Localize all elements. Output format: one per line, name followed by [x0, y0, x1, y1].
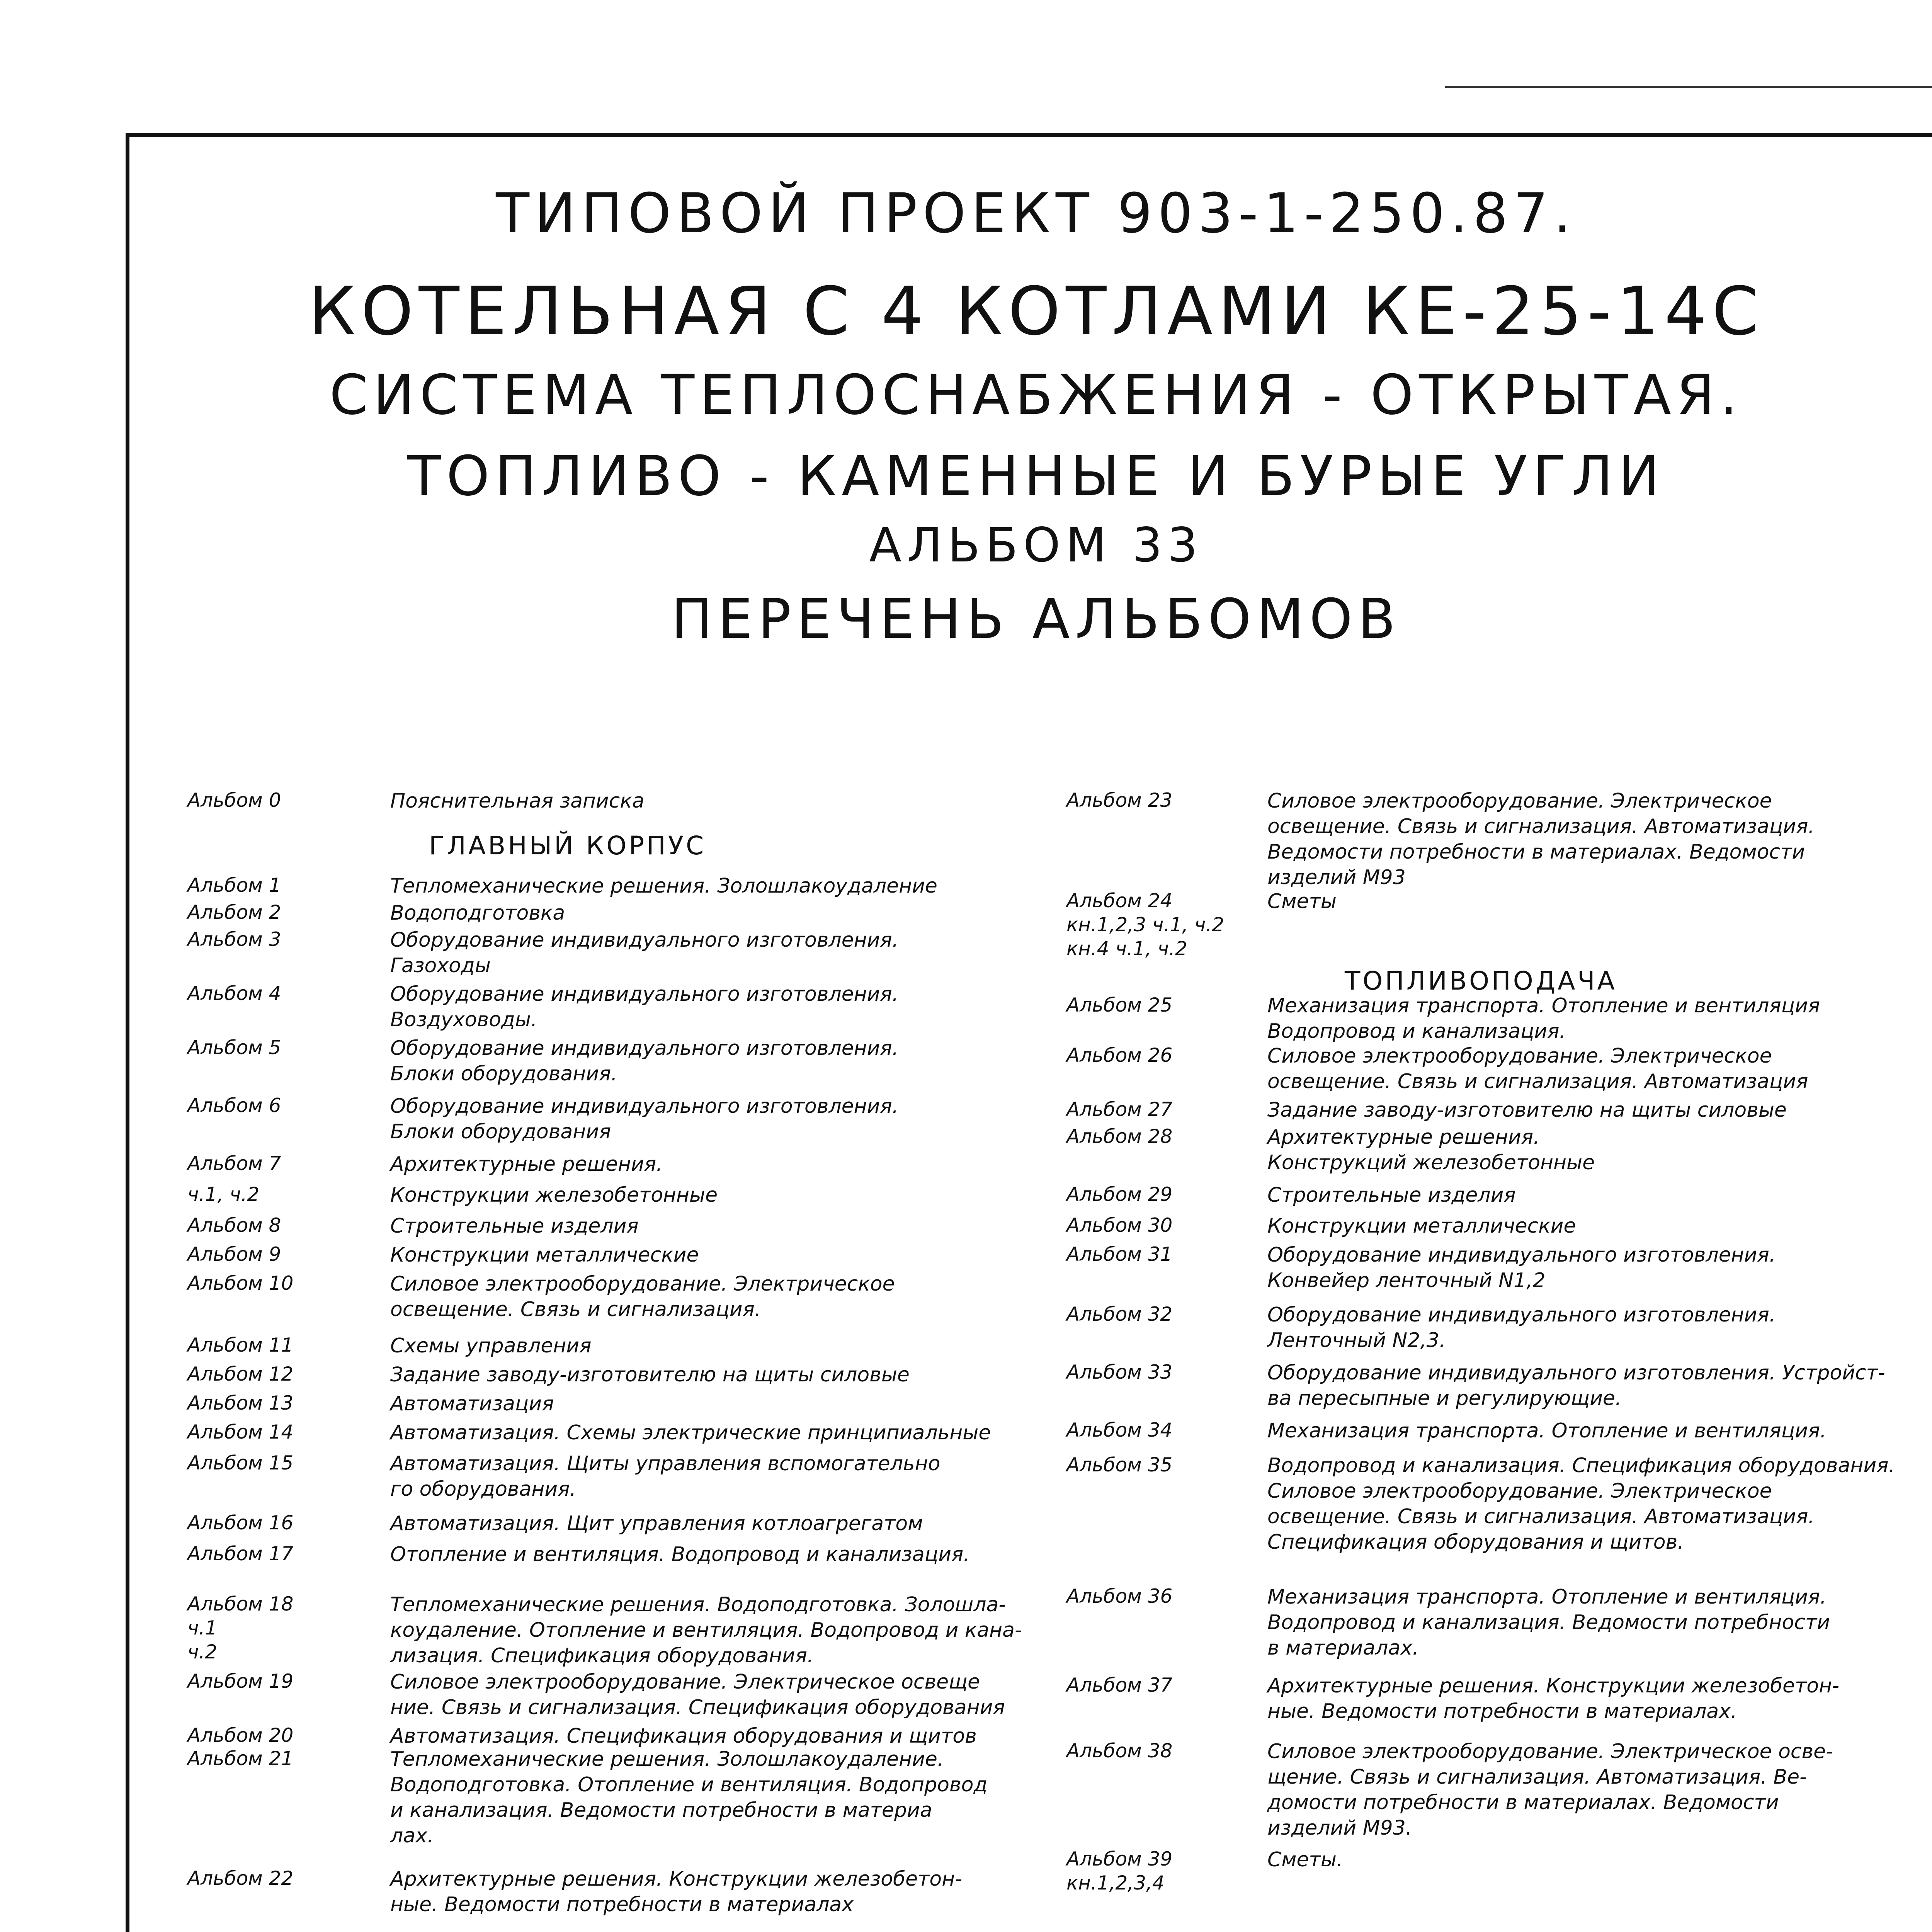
- album-description: Конструкции металлические: [1267, 1214, 1576, 1238]
- album-description: Оборудование индивидуального изготовления. Блоки оборудования.: [390, 1037, 899, 1085]
- album-description: Сметы: [1267, 890, 1337, 913]
- album-label: Альбом 0: [187, 789, 281, 811]
- album-label: Альбом 17: [187, 1543, 294, 1565]
- album-description: Оборудование индивидуального изготовления. Ленточный N2,3.: [1267, 1303, 1776, 1352]
- album-label: Альбом 19: [187, 1670, 294, 1692]
- album-label: Альбом 21: [187, 1747, 294, 1770]
- album-description: Оборудование индивидуального изготовления. Газоходы: [390, 929, 899, 977]
- album-description: Конструкции металлические: [390, 1243, 699, 1267]
- album-description: Водоподготовка: [390, 901, 565, 925]
- album-description: Силовое электрооборудование. Электрическое освещение. Связь и сигнализация.: [390, 1272, 895, 1321]
- album-description: Оборудование индивидуального изготовления. Устройст- ва пересыпные и регулирующие.: [1267, 1361, 1885, 1410]
- left-subheading: ГЛАВНЫЙ КОРПУС: [429, 831, 706, 861]
- album-description: Автоматизация. Спецификация оборудования и щитов: [390, 1725, 977, 1748]
- album-label: Альбом 13: [187, 1392, 294, 1414]
- album-label: ч.1, ч.2: [187, 1183, 260, 1206]
- album-label: Альбом 1: [187, 874, 281, 896]
- album-label: Альбом 34: [1066, 1419, 1173, 1441]
- album-label: Альбом 38: [1066, 1740, 1173, 1762]
- album-label: Альбом 23: [1066, 789, 1173, 811]
- album-description: Силовое электрооборудование. Электрическое освеще ние. Связь и сигнализация. Спецификация оборудования: [390, 1670, 1005, 1719]
- album-label: Альбом 24 кн.1,2,3 ч.1, ч.2 кн.4 ч.1, ч.2: [1066, 889, 1225, 960]
- album-description: Тепломеханические решения. Золошлакоудаление: [390, 874, 937, 898]
- album-description: Пояснительная записка: [390, 789, 645, 813]
- album-label: Альбом 15: [187, 1452, 294, 1474]
- album-description: Оборудование индивидуального изготовления. Воздуховоды.: [390, 983, 899, 1031]
- album-description: Схемы управления: [390, 1334, 592, 1357]
- album-label: Альбом 27: [1066, 1098, 1173, 1121]
- album-description: Строительные изделия: [390, 1214, 639, 1238]
- album-description: Архитектурные решения. Конструкций железобетонные: [1267, 1126, 1595, 1174]
- album-label: Альбом 28: [1066, 1125, 1173, 1148]
- album-label: Альбом 36: [1066, 1585, 1173, 1607]
- album-description: Архитектурные решения. Конструкции железобетон- ные. Ведомости потребности в материалах: [390, 1867, 962, 1916]
- album-label: Альбом 8: [187, 1214, 281, 1236]
- album-label: Альбом 14: [187, 1421, 294, 1443]
- album-description: Водопровод и канализация. Спецификация оборудования. Силовое электрооборудование. Электрическое освещение. Связь и сигнализация. Автоматизация. Спецификация оборудования и щитов.: [1267, 1454, 1895, 1554]
- album-description: Механизация транспорта. Отопление и вентиляция. Водопровод и канализация. Ведомости потребности в материалах.: [1267, 1585, 1830, 1660]
- album-label: Альбом 29: [1066, 1183, 1173, 1206]
- album-label: Альбом 10: [187, 1272, 294, 1294]
- title-list: ПЕРЕЧЕНЬ АЛЬБОМОВ: [671, 587, 1401, 651]
- album-description: Силовое электрооборудование. Электрическое освещение. Связь и сигнализация. Автоматизация: [1267, 1044, 1808, 1093]
- album-label: Альбом 33: [1066, 1361, 1173, 1383]
- album-description: Конструкции железобетонные: [390, 1184, 718, 1207]
- album-description: Тепломеханические решения. Золошлакоудаление. Водоподготовка. Отопление и вентиляция. Водопровод и канализация. Ведомости потребности в материа лах.: [390, 1748, 988, 1847]
- album-description: Архитектурные решения.: [390, 1153, 663, 1176]
- album-description: Строительные изделия: [1267, 1184, 1516, 1207]
- album-label: Альбом 6: [187, 1094, 281, 1117]
- title-fuel: ТОПЛИВО - КАМЕННЫЕ И БУРЫЕ УГЛИ: [407, 444, 1665, 508]
- album-label: Альбом 3: [187, 928, 281, 951]
- album-label: Альбом 26: [1066, 1044, 1173, 1066]
- album-description: Силовое электрооборудование. Электрическое осве- щение. Связь и сигнализация. Автоматизация. Ве- домости потребности в материалах. Ведомости изделий М93.: [1267, 1740, 1833, 1840]
- album-description: Тепломеханические решения. Водоподготовка. Золошла- коудаление. Отопление и вентиляция. Водопровод и кана- лизация. Спецификация оборудования.: [390, 1593, 1022, 1667]
- album-description: Отопление и вентиляция. Водопровод и канализация.: [390, 1543, 970, 1566]
- album-description: Задание заводу-изготовителю на щиты силовые: [390, 1363, 910, 1386]
- album-label: Альбом 7: [187, 1152, 281, 1175]
- album-description: Оборудование индивидуального изготовления. Блоки оборудования: [390, 1095, 899, 1143]
- album-label: Альбом 31: [1066, 1243, 1173, 1265]
- top-rule: [1445, 86, 1932, 88]
- album-label: Альбом 12: [187, 1363, 294, 1385]
- album-label: Альбом 2: [187, 901, 281, 923]
- album-label: Альбом 5: [187, 1036, 281, 1059]
- album-description: Механизация транспорта. Отопление и вентиляция.: [1267, 1419, 1827, 1442]
- album-description: Автоматизация. Схемы электрические принципиальные: [390, 1421, 991, 1444]
- album-label: Альбом 18 ч.1 ч.2: [187, 1593, 294, 1663]
- album-label: Альбом 20: [187, 1724, 294, 1747]
- title-heating-system: СИСТЕМА ТЕПЛОСНАБЖЕНИЯ - ОТКРЫТАЯ.: [329, 363, 1743, 427]
- album-description: Силовое электрооборудование. Электрическое освещение. Связь и сигнализация. Автоматизация. Ведомости потребности в материалах. Ведомости изделий М93: [1267, 789, 1815, 889]
- album-label: Альбом 16: [187, 1512, 294, 1534]
- album-label: Альбом 39 кн.1,2,3,4: [1066, 1848, 1173, 1894]
- album-label: Альбом 32: [1066, 1303, 1173, 1325]
- album-label: Альбом 35: [1066, 1454, 1173, 1476]
- right-subheading: ТОПЛИВОПОДАЧА: [1345, 966, 1617, 996]
- album-label: Альбом 30: [1066, 1214, 1173, 1236]
- album-description: Автоматизация: [390, 1392, 554, 1415]
- album-label: Альбом 22: [187, 1867, 294, 1889]
- album-label: Альбом 37: [1066, 1674, 1173, 1696]
- album-label: Альбом 25: [1066, 994, 1173, 1016]
- album-description: Механизация транспорта. Отопление и вентиляция Водопровод и канализация.: [1267, 994, 1820, 1043]
- album-description: Архитектурные решения. Конструкции железобетон- ные. Ведомости потребности в материалах.: [1267, 1674, 1839, 1723]
- album-description: Оборудование индивидуального изготовления. Конвейер ленточный N1,2: [1267, 1243, 1776, 1292]
- album-label: Альбом 9: [187, 1243, 281, 1265]
- album-label: Альбом 4: [187, 982, 281, 1005]
- album-description: Автоматизация. Щит управления котлоагрегатом: [390, 1512, 923, 1535]
- album-description: Задание заводу-изготовителю на щиты силовые: [1267, 1099, 1787, 1122]
- title-boiler: КОТЕЛЬНАЯ С 4 КОТЛАМИ КЕ-25-14С: [308, 272, 1764, 350]
- album-description: Сметы.: [1267, 1848, 1343, 1871]
- title-album: АЛЬБОМ 33: [869, 518, 1203, 573]
- album-description: Автоматизация. Щиты управления вспомогательно го оборудования.: [390, 1452, 940, 1501]
- album-label: Альбом 11: [187, 1334, 294, 1356]
- project-number: ТИПОВОЙ ПРОЕКТ 903-1-250.87.: [496, 182, 1577, 245]
